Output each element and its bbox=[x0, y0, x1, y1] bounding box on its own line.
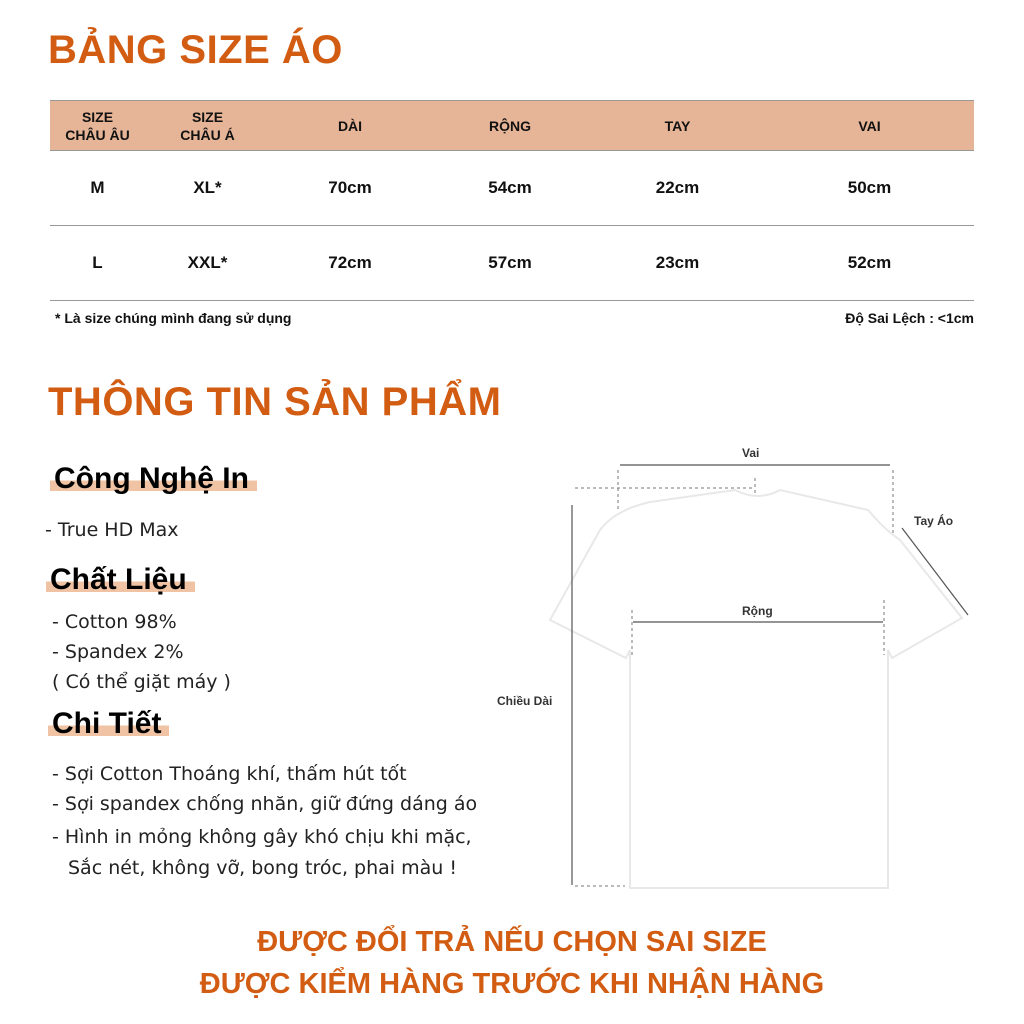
header-sleeve: TAY bbox=[590, 101, 765, 151]
list-item: Sắc nét, không vỡ, bong tróc, phai màu ! bbox=[68, 857, 457, 879]
header-length: DÀI bbox=[270, 101, 430, 151]
cell: 50cm bbox=[765, 151, 974, 226]
material-heading: Chất Liệu bbox=[46, 563, 195, 597]
details-heading: Chi Tiết bbox=[48, 707, 169, 741]
header-width: RỘNG bbox=[430, 101, 590, 151]
cell: 70cm bbox=[270, 151, 430, 226]
print-tech-heading: Công Nghệ In bbox=[50, 462, 257, 496]
list-item: - True HD Max bbox=[45, 519, 179, 541]
tshirt-shape bbox=[550, 490, 962, 888]
sleeve-label: Tay Áo bbox=[914, 514, 954, 528]
list-item: - Sợi Cotton Thoáng khí, thấm hút tốt bbox=[52, 763, 407, 785]
cell: XL* bbox=[145, 151, 270, 226]
length-label: Chiều Dài bbox=[497, 694, 553, 708]
table-header-row bbox=[50, 101, 974, 151]
table-row bbox=[50, 226, 974, 301]
inspection-policy: ĐƯỢC KIỂM HÀNG TRƯỚC KHI NHẬN HÀNG bbox=[199, 968, 825, 1000]
tolerance-note: Độ Sai Lệch : <1cm bbox=[845, 310, 974, 326]
cell: 72cm bbox=[270, 226, 430, 301]
list-item: - Sợi spandex chống nhăn, giữ đứng dáng áo bbox=[52, 793, 478, 815]
header-asia-size: SIZE CHÂU Á bbox=[145, 101, 270, 151]
size-chart-title: BẢNG SIZE ÁO bbox=[48, 28, 343, 72]
cell: 54cm bbox=[430, 151, 590, 226]
tshirt-diagram bbox=[490, 440, 990, 900]
cell: 57cm bbox=[430, 226, 590, 301]
cell: 52cm bbox=[765, 226, 974, 301]
size-table bbox=[50, 100, 974, 301]
header-eu-size: SIZE CHÂU ÂU bbox=[50, 101, 145, 151]
table-row bbox=[50, 151, 974, 226]
list-item: - Cotton 98% bbox=[52, 611, 177, 633]
list-item: - Hình in mỏng không gây khó chịu khi mặc, bbox=[52, 826, 472, 848]
exchange-policy: ĐƯỢC ĐỔI TRẢ NẾU CHỌN SAI SIZE bbox=[257, 926, 767, 958]
cell: XXL* bbox=[145, 226, 270, 301]
header-shoulder: VAI bbox=[765, 101, 974, 151]
size-note: * Là size chúng mình đang sử dụng bbox=[55, 310, 292, 326]
list-item: - Spandex 2% bbox=[52, 641, 184, 663]
cell: M bbox=[50, 151, 145, 226]
cell: 23cm bbox=[590, 226, 765, 301]
product-info-title: THÔNG TIN SẢN PHẨM bbox=[48, 380, 502, 424]
list-item: ( Có thể giặt máy ) bbox=[52, 671, 231, 693]
shoulder-label: Vai bbox=[742, 446, 760, 460]
cell: L bbox=[50, 226, 145, 301]
cell: 22cm bbox=[590, 151, 765, 226]
width-label: Rộng bbox=[742, 604, 773, 618]
